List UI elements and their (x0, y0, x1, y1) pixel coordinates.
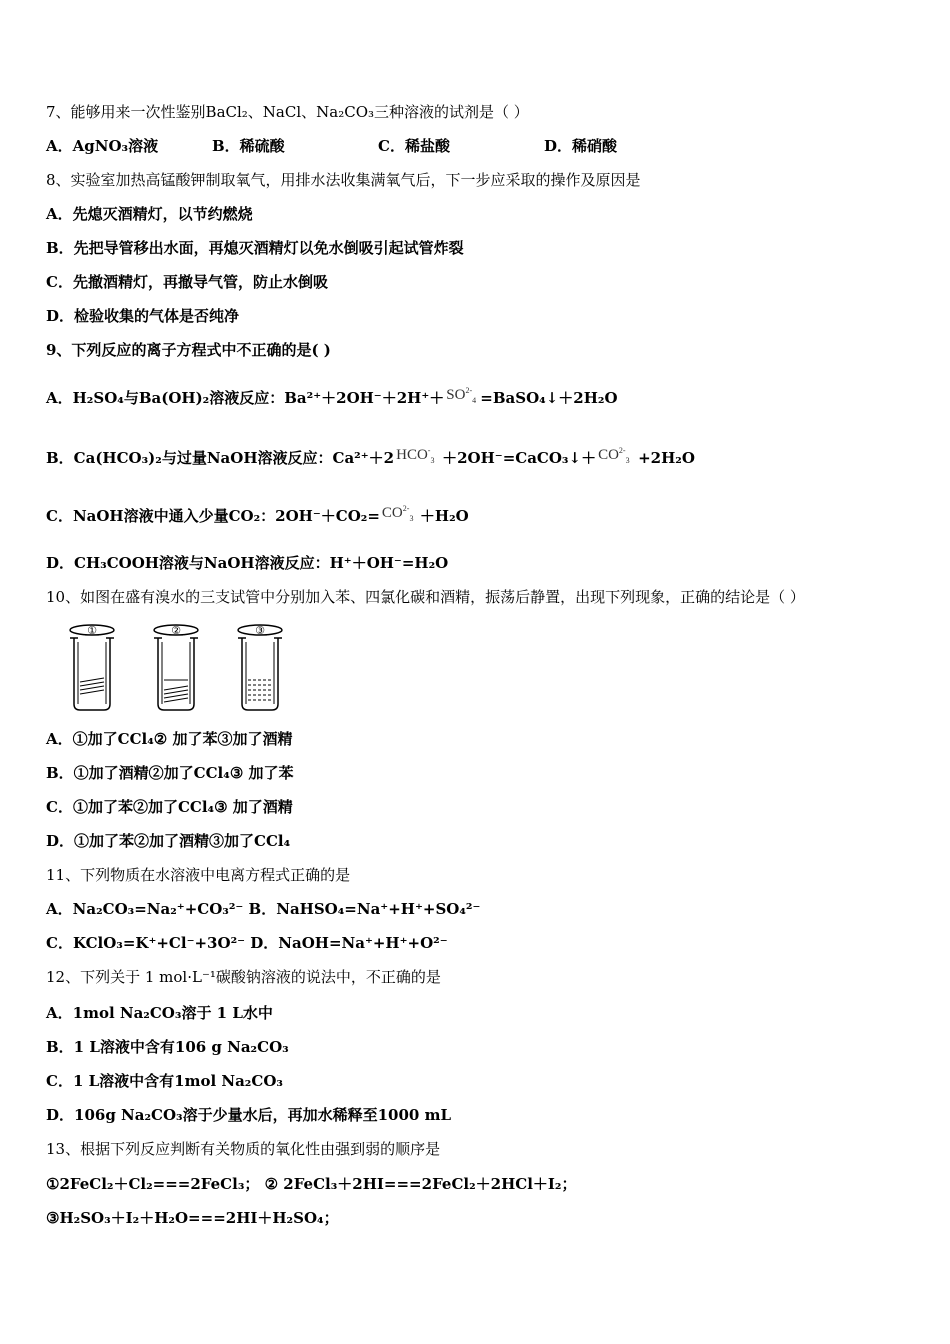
q9-option-c[interactable] (46, 506, 469, 526)
q7-option-b[interactable]: B．稀硫酸 (212, 137, 285, 155)
q9-b-ion1: $HCO^-_3$ (396, 446, 435, 465)
q9-b-mid: ＋2OH⁻=CaCO₃↓＋ (442, 449, 597, 467)
q12-option-a[interactable]: A．1mol Na₂CO₃溶于 1 L水中 (46, 1004, 273, 1022)
tube-label-2: ② (171, 624, 181, 637)
q9-a-tail: =BaSO₄↓＋2H₂O (480, 389, 618, 407)
q9-b-tail: +2H₂O (638, 449, 695, 467)
test-tube-3 (238, 624, 282, 710)
q11-options-ab[interactable]: A．Na₂CO₃=Na₂⁺+CO₃²⁻ B．NaHSO₄=Na⁺+H⁺+SO₄²⁻ (46, 900, 481, 918)
q11-stem: 11、下列物质在水溶液中电离方程式正确的是 (46, 866, 351, 884)
q8-option-a[interactable]: A．先熄灭酒精灯，以节约燃烧 (46, 205, 253, 223)
q9-c-tail: ＋H₂O (419, 507, 469, 525)
q9-c-ion: $CO^{2-}_3$ (381, 504, 414, 523)
q10-option-c[interactable]: C．①加了苯②加了CCl₄③ 加了酒精 (46, 798, 293, 816)
q9-a-text: A．H₂SO₄与Ba(OH)₂溶液反应：Ba²⁺＋2OH⁻＋2H⁺＋ (46, 389, 445, 407)
q8-option-b[interactable]: B．先把导管移出水面，再熄灭酒精灯以免水倒吸引起试管炸裂 (46, 239, 464, 257)
q11-options-cd[interactable]: C．KClO₃=K⁺+Cl⁻+3O²⁻ D．NaOH=Na⁺+H⁺+O²⁻ (46, 934, 448, 952)
q9-stem: 9、下列反应的离子方程式中不正确的是( ) (46, 341, 331, 359)
q13-reaction-3: ③H₂SO₃＋I₂＋H₂O===2HI＋H₂SO₄； (46, 1209, 339, 1227)
q9-a-ion: $SO^{2-}_4$ (446, 386, 477, 405)
q8-stem: 8、实验室加热高锰酸钾制取氧气，用排水法收集满氧气后，下一步应采取的操作及原因是 (46, 171, 641, 189)
test-tubes-figure (62, 622, 302, 714)
q7-options (46, 136, 617, 156)
q7-option-d[interactable]: D．稀硝酸 (544, 137, 618, 155)
q12-option-d[interactable]: D．106g Na₂CO₃溶于少量水后，再加水稀释至1000 mL (46, 1106, 451, 1124)
q7-stem: 7、能够用来一次性鉴别BaCl₂、NaCl、Na₂CO₃三种溶液的试剂是（ ） (46, 103, 529, 121)
q12-stem: 12、下列关于 1 mol·L⁻¹碳酸钠溶液的说法中，不正确的是 (46, 968, 441, 986)
test-tube-1 (70, 624, 114, 710)
q9-option-a[interactable] (46, 388, 618, 408)
q9-option-d[interactable]: D．CH₃COOH溶液与NaOH溶液反应：H⁺＋OH⁻=H₂O (46, 554, 449, 572)
test-tube-2 (154, 624, 198, 710)
q10-option-d[interactable]: D．①加了苯②加了酒精③加了CCl₄ (46, 832, 291, 850)
tube-label-1: ① (87, 624, 97, 637)
q8-option-c[interactable]: C．先撤酒精灯，再撤导气管，防止水倒吸 (46, 273, 328, 291)
q9-b-text: B．Ca(HCO₃)₂与过量NaOH溶液反应：Ca²⁺＋2 (46, 449, 395, 467)
q7-option-c[interactable]: C．稀盐酸 (378, 137, 450, 155)
q13-stem: 13、根据下列反应判断有关物质的氧化性由强到弱的顺序是 (46, 1140, 441, 1158)
q10-option-a[interactable]: A．①加了CCl₄② 加了苯③加了酒精 (46, 730, 293, 748)
q12-option-c[interactable]: C．1 L溶液中含有1mol Na₂CO₃ (46, 1072, 283, 1090)
tube-label-3: ③ (255, 624, 265, 637)
q13-reactions-1-2: ①2FeCl₂＋Cl₂===2FeCl₃； ② 2FeCl₃＋2HI===2FeCl₂＋2HCl＋I₂； (46, 1175, 577, 1193)
q12-option-b[interactable]: B．1 L溶液中含有106 g Na₂CO₃ (46, 1038, 289, 1056)
q10-stem: 10、如图在盛有溴水的三支试管中分别加入苯、四氯化碳和酒精，振荡后静置，出现下列现象，正确的结论是（ ） (46, 588, 805, 606)
q10-option-b[interactable]: B．①加了酒精②加了CCl₄③ 加了苯 (46, 764, 294, 782)
q8-option-d[interactable]: D．检验收集的气体是否纯净 (46, 307, 240, 325)
q7-option-a[interactable]: A．AgNO₃溶液 (46, 137, 159, 155)
q9-option-b[interactable] (46, 448, 695, 468)
q9-b-ion2: $CO^{2-}_3$ (598, 446, 630, 465)
q9-c-text: C．NaOH溶液中通入少量CO₂：2OH⁻＋CO₂= (46, 507, 380, 525)
